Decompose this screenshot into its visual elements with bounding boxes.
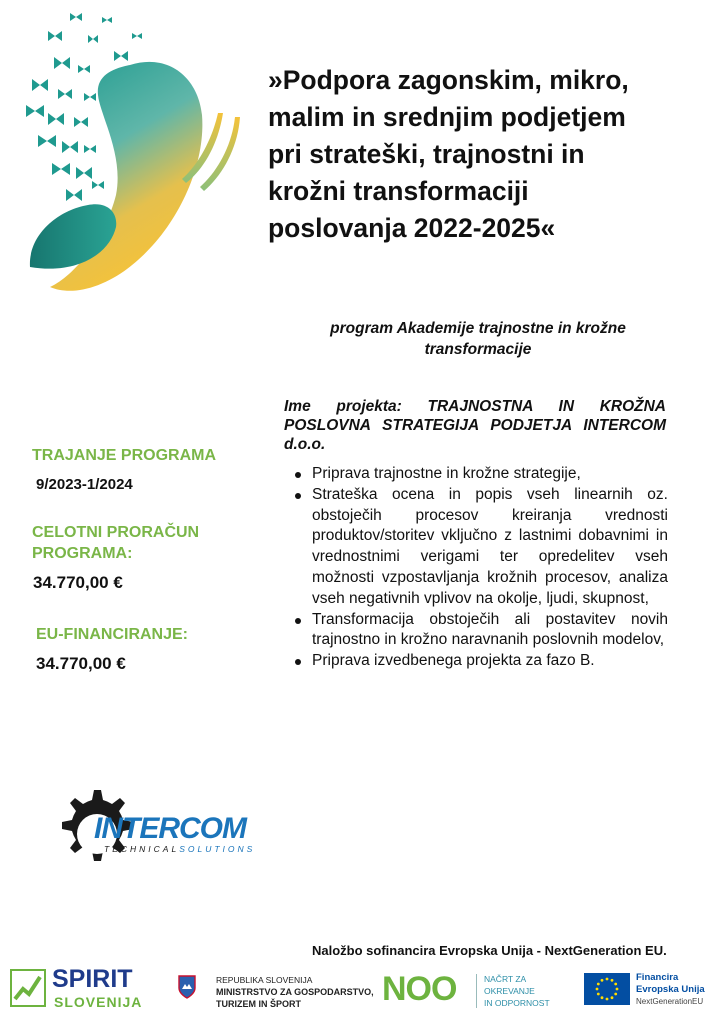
tagline-part: SOLUTIONS [179,844,256,854]
list-item-text: Strateška ocena in popis vseh linearnih oz. obstoječih procesov kreiranja vrednosti produktov/storitev vključno z lastnimi dobavnimi in vrednostnimi verigami ter opredelitev vseh možnosti vzpostavljanja krožnih procesov, analiza vseh negativnih vplivov na okolje, ljudi, skupnost, [312,485,668,607]
intercom-tagline [104,844,255,854]
footer-note: Naložbo sofinancira Evropska Unija - NextGeneration EU. [312,943,667,958]
tagline-part: TECHNICAL [104,844,180,854]
ministry-line: REPUBLIKA SLOVENIJA [216,975,313,985]
noo-line: OKREVANJE [484,986,535,996]
project-name: Ime projekta: TRAJNOSTNA IN KROŽNA POSLOVNA STRATEGIJA PODJETJA INTERCOM d.o.o. [284,398,666,453]
duration-value: 9/2023-1/2024 [36,476,133,493]
program-subtitle [282,318,674,360]
title-line: malim in srednjim podjetjem [268,102,626,132]
noo-divider [476,974,477,1008]
list-item-text: Priprava izvedbenega projekta za fazo B. [312,652,595,670]
list-item [312,464,668,485]
eu-flag-icon [584,973,630,1005]
noo-line: IN ODPORNOST [484,998,550,1008]
title-line: krožni transformaciji [268,176,529,206]
bullet-icon [295,472,301,478]
noo-logo [380,970,570,1014]
intercom-wordmark: INTERCOM [94,812,246,845]
list-item [312,485,668,610]
subtitle-line: transformacije [424,341,532,358]
title-line: »Podpora zagonskim, mikro, [268,65,629,95]
eu-logo [584,971,720,1011]
main-title [268,62,708,247]
list-item-text: Priprava trajnostne in krožne strategije, [312,465,581,482]
coat-of-arms-icon [178,975,196,999]
intercom-logo [44,782,284,882]
activities-list [284,464,668,672]
list-item [312,651,668,672]
ministry-line: TURIZEM IN ŠPORT [216,999,301,1009]
bullet-icon [295,659,301,665]
noo-mark: NOO [382,970,457,1008]
eu-line: Evropska Unija [636,984,705,995]
budget-heading-line: PROGRAMA: [32,545,133,562]
spirit-name: SPIRIT [52,965,133,993]
noo-line: NAČRT ZA [484,974,527,984]
subtitle-line: program Akademije trajnostne in krožne [330,320,626,337]
spirit-country: SLOVENIJA [54,994,143,1010]
budget-heading [32,522,199,564]
bullet-icon [295,493,301,499]
butterflies-graphic [18,5,250,297]
eu-line: NextGenerationEU [636,997,704,1006]
eu-financing-heading: EU-FINANCIRANJE: [36,626,188,643]
title-line: poslovanja 2022-2025« [268,213,556,243]
ministry-logo [178,973,378,1015]
duration-heading: TRAJANJE PROGRAMA [32,447,217,464]
list-item-text: Transformacija obstoječih ali postavitev novih trajnostno in krožno naravnanih poslovnih modelov, [312,610,668,649]
list-item [312,610,668,652]
title-line: pri strateški, trajnostni in [268,139,585,169]
spirit-chart-icon [10,969,46,1007]
spirit-logo [10,967,155,1015]
budget-heading-line: CELOTNI PRORAČUN [32,524,200,541]
eu-line: Financira [636,972,679,983]
eu-financing-value: 34.770,00 € [36,654,126,673]
ministry-line: MINISTRSTVO ZA GOSPODARSTVO, [216,987,374,997]
budget-value: 34.770,00 € [33,573,123,592]
bullet-icon [295,618,301,624]
